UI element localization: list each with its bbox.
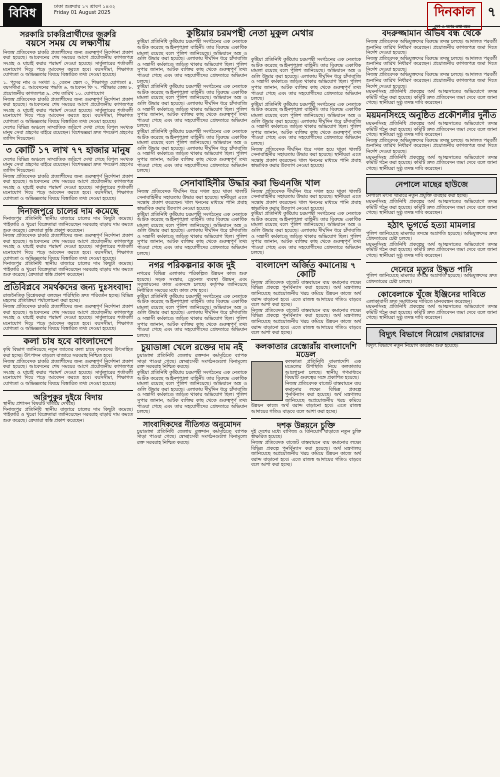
article-text: দেশের বিভিন্ন অঞ্চলে সাম্প্রতিক জরিপে দেখা গেছে বিপুল সংখ্যক মানুষ সেবা গ্রহণের বাইরে রয়েছেন। বিশেষজ্ঞরা দ্রুত পদক্ষেপ গ্রহণের তাগিদ দিয়েছেন।	[3, 125, 133, 142]
article-text: কুষ্টিয়া প্রতিনিধি কুষ্টিয়ায় চরমপন্থী সংগঠনের এক নেতাকে আটক করেছে আইনশৃঙ্খলা বাহিনী। তার বিরুদ্ধে একাধিক মামলা রয়েছে বলে পুলিশ জানিয়েছে। অভিযানে অস্ত্র ও গুলি উদ্ধার করা হয়েছে। এলাকায় দীর্ঘদিন ধরে চাঁদাবাজি ও সন্ত্রাসী কর্মকাণ্ডে জড়িত থাকার অভিযোগ ছিল। পুলিশ সুপার জানান, আটক ব্যক্তির কাছ থেকে গুরুত্বপূর্ণ তথ্য পাওয়া গেছে এবং তার সহযোগীদের গ্রেফতারে অভিযান চলছে।	[251, 212, 361, 257]
article-text: নিজস্ব প্রতিবেদক অভিযুক্তদের বিরুদ্ধে তদন্ত চলছে। আদালত পরবর্তী শুনানির তারিখ নির্ধারণ করেছেন। প্রয়োজনীয় কাগজপত্র জমা দিতে নির্দেশ দেওয়া হয়েছে।	[366, 39, 497, 57]
headline: সেনাবাহিনীর উদ্ধার করা ভিএনজি খাল	[179, 178, 321, 189]
article-text: কুষ্টিয়া প্রতিনিধি কুষ্টিয়ায় চরমপন্থী সংগঠনের এক নেতাকে আটক করেছে আইনশৃঙ্খলা বাহিনী। তার বিরুদ্ধে একাধিক মামলা রয়েছে বলে পুলিশ জানিয়েছে। অভিযানে অস্ত্র ও গুলি উদ্ধার করা হয়েছে। এলাকায় দীর্ঘদিন ধরে চাঁদাবাজি ও সন্ত্রাসী কর্মকাণ্ডে জড়িত থাকার অভিযোগ ছিল। পুলিশ সুপার জানান, আটক ব্যক্তির কাছ থেকে গুরুত্বপূর্ণ তথ্য পাওয়া গেছে এবং তার সহযোগীদের গ্রেফতারে অভিযান চলছে।	[137, 371, 247, 416]
headline: সাংবাদিকদের নীতিগত অনুমোদন	[142, 419, 242, 429]
article-text: কুষ্টিয়া প্রতিনিধি কুষ্টিয়ায় চরমপন্থী সংগঠনের এক নেতাকে আটক করেছে আইনশৃঙ্খলা বাহিনী। তার বিরুদ্ধে একাধিক মামলা রয়েছে বলে পুলিশ জানিয়েছে। অভিযানে অস্ত্র ও গুলি উদ্ধার করা হয়েছে। এলাকায় দীর্ঘদিন ধরে চাঁদাবাজি ও সন্ত্রাসী কর্মকাণ্ডে জড়িত থাকার অভিযোগ ছিল। পুলিশ সুপার জানান, আটক ব্যক্তির কাছ থেকে গুরুত্বপূর্ণ তথ্য পাওয়া গেছে এবং তার সহযোগীদের গ্রেফতারে অভিযান চলছে।	[137, 212, 247, 257]
article-text: বিদ্যুৎ বিভাগে নতুন নিয়োগ কার্যক্রম শুরু হয়েছে।	[366, 343, 459, 349]
article-text: কুষ্টিয়া প্রতিনিধি কুষ্টিয়ায় চরমপন্থী সংগঠনের এক নেতাকে আটক করেছে আইনশৃঙ্খলা বাহিনী। তার বিরুদ্ধে একাধিক মামলা রয়েছে বলে পুলিশ জানিয়েছে। অভিযানে অস্ত্র ও গুলি উদ্ধার করা হয়েছে। এলাকায় দীর্ঘদিন ধরে চাঁদাবাজি ও সন্ত্রাসী কর্মকাণ্ডে জড়িত থাকার অভিযোগ ছিল। পুলিশ সুপার জানান, আটক ব্যক্তির কাছ থেকে গুরুত্বপূর্ণ তথ্য পাওয়া গেছে এবং তার সহযোগীদের গ্রেফতারে অভিযান চলছে।	[251, 102, 361, 147]
article-text: কুষ্টিয়া প্রতিনিধি কুষ্টিয়ায় চরমপন্থী সংগঠনের এক নেতাকে আটক করেছে আইনশৃঙ্খলা বাহিনী। তার বিরুদ্ধে একাধিক মামলা রয়েছে বলে পুলিশ জানিয়েছে। অভিযানে অস্ত্র ও গুলি উদ্ধার করা হয়েছে। এলাকায় দীর্ঘদিন ধরে চাঁদাবাজি ও সন্ত্রাসী কর্মকাণ্ডে জড়িত থাকার অভিযোগ ছিল। পুলিশ সুপার জানান, আটক ব্যক্তির কাছ থেকে গুরুত্বপূর্ণ তথ্য পাওয়া গেছে এবং তার সহযোগীদের গ্রেফতারে অভিযান চলছে।	[137, 129, 247, 175]
article-text: নিজস্ব প্রতিবেদক চাকরি প্রত্যাশীদের জন্য গুরুত্বপূর্ণ নির্দেশনা প্রকাশ করা হয়েছে। আবেদনের শেষ সময়ের আগে প্রয়োজনীয় কাগজপত্র সংগ্রহ ও যাচাই করার পরামর্শ দেওয়া হয়েছে। সার্কুলারের শর্তাবলী মনোযোগ দিয়ে পড়ে আবেদন করতে হবে। বয়সসীমা, শিক্ষাগত যোগ্যতা ও অভিজ্ঞতার বিষয়ে বিস্তারিত তথ্য দেওয়া হয়েছে।	[3, 174, 133, 202]
article-text: নিজস্ব প্রতিবেদক অভিযুক্তদের বিরুদ্ধে তদন্ত চলছে। আদালত পরবর্তী শুনানির তারিখ নির্ধারণ করেছেন। প্রয়োজনীয় কাগজপত্র জমা দিতে নির্দেশ দেওয়া হয়েছে।	[366, 73, 497, 90]
article-text: নিজস্ব প্রতিবেদক দীর্ঘদিন ধরে দখল হয়ে থাকা খালটি সেনাবাহিনীর সহায়তায় উদ্ধার করা হয়েছে। স্থানীয়রা এতে সন্তোষ প্রকাশ করেছেন। খাল খননের মাধ্যমে পানি প্রবাহ স্বাভাবিক করার উদ্যোগ নেওয়া হয়েছে।	[251, 147, 361, 170]
headline: হঠাৎ ভূগর্ভে হত্যা মামলার	[387, 220, 476, 231]
headline: বাংলাদেশ অর্জিত কমানোয় ৭ কোটি	[256, 261, 356, 280]
article-text: চুয়াডাঙ্গা প্রতিনিধি জেলায় রক্তদান কর্মসূচিতে ব্যাপক সাড়া পাওয়া গেছে। স্বেচ্ছাসেবী সংগঠনগুলো বিনামূল্যে রক্ত সরবরাহ নিশ্চিত করছে।	[137, 354, 247, 371]
article-text: ময়মনসিংহ প্রতিনিধি প্রকল্পের অর্থ আত্মসাতের অভিযোগে তদন্ত কমিটি গঠন করা হয়েছে। কমিটি দ্রুত প্রতিবেদন জমা দেবে বলে জানা গেছে। স্থানীয়রা সুষ্ঠু তদন্ত দাবি করেছেন।	[366, 121, 497, 139]
article-text: কুষ্টিয়া প্রতিনিধি কুষ্টিয়ায় চরমপন্থী সংগঠনের এক নেতাকে আটক করেছে আইনশৃঙ্খলা বাহিনী। তার বিরুদ্ধে একাধিক মামলা রয়েছে বলে পুলিশ জানিয়েছে। অভিযানে অস্ত্র ও গুলি উদ্ধার করা হয়েছে। এলাকায় দীর্ঘদিন ধরে চাঁদাবাজি ও সন্ত্রাসী কর্মকাণ্ডে জড়িত থাকার অভিযোগ ছিল। পুলিশ সুপার জানান, আটক ব্যক্তির কাছ থেকে গুরুত্বপূর্ণ তথ্য পাওয়া গেছে এবং তার সহযোগীদের গ্রেফতারে অভিযান চলছে।	[137, 294, 247, 339]
article-text: নিজস্ব প্রতিবেদক চাকরি প্রত্যাশীদের জন্য গুরুত্বপূর্ণ নির্দেশনা প্রকাশ করা হয়েছে। আবেদনের শেষ সময়ের আগে প্রয়োজনীয় কাগজপত্র সংগ্রহ ও যাচাই করার পরামর্শ দেওয়া হয়েছে। সার্কুলারের শর্তাবলী মনোযোগ দিয়ে পড়ে আবেদন করতে হবে। বয়সসীমা, শিক্ষাগত যোগ্যতা ও অভিজ্ঞতার বিষয়ে বিস্তারিত তথ্য দেওয়া হয়েছে।	[3, 50, 133, 79]
article-text: নিজস্ব প্রতিবেদক বাজেট বাস্তবায়নে ব্যয় কমানোর লক্ষ্যে বিভিন্ন প্রকল্পে পুনর্বিন্যাস করা হয়েছে। অর্থ মন্ত্রণালয় জানিয়েছে অপ্রয়োজনীয় খরচ কমিয়ে উন্নয়ন কাজে অর্থ বরাদ্দ বাড়ানো হবে। এতে রাজস্ব আদায়ের গতিও বাড়বে বলে আশা করা হচ্ছে।	[251, 280, 361, 309]
article-text: কুষ্টিয়া প্রতিনিধি কুষ্টিয়ায় চরমপন্থী সংগঠনের এক নেতাকে আটক করেছে আইনশৃঙ্খলা বাহিনী। তার বিরুদ্ধে একাধিক মামলা রয়েছে বলে পুলিশ জানিয়েছে। অভিযানে অস্ত্র ও গুলি উদ্ধার করা হয়েছে। এলাকায় দীর্ঘদিন ধরে চাঁদাবাজি ও সন্ত্রাসী কর্মকাণ্ডে জড়িত থাকার অভিযোগ ছিল। পুলিশ সুপার জানান, আটক ব্যক্তির কাছ থেকে গুরুত্বপূর্ণ তথ্য পাওয়া গেছে এবং তার সহযোগীদের গ্রেফতারে অভিযান চলছে।	[137, 40, 247, 85]
article-text: দুই দেশের মধ্যে বাণিজ্য ও বিনিয়োগ বাড়াতে নতুন চুক্তি স্বাক্ষরিত হয়েছে।	[251, 429, 361, 441]
article-text: নিজস্ব প্রতিবেদক বাজেট বাস্তবায়নে ব্যয় কমানোর লক্ষ্যে বিভিন্ন প্রকল্পে পুনর্বিন্যাস করা হয়েছে। অর্থ মন্ত্রণালয় জানিয়েছে অপ্রয়োজনীয় খরচ কমিয়ে উন্নয়ন কাজে অর্থ বরাদ্দ বাড়ানো হবে। এতে রাজস্ব আদায়ের গতিও বাড়বে বলে আশা করা হচ্ছে।	[251, 441, 361, 469]
page-number: ৭	[487, 5, 496, 20]
article-text: পুলিশ জানিয়েছে মামলার তদন্তে অগ্রগতি হয়েছে। অভিযুক্তদের দ্রুত গ্রেফতারের চেষ্টা চলছে।	[366, 273, 497, 285]
article-text: নিজস্ব প্রতিবেদক অভিযুক্তদের বিরুদ্ধে তদন্ত চলছে। আদালত পরবর্তী শুনানির তারিখ নির্ধারণ করেছেন। প্রয়োজনীয় কাগজপত্র জমা দিতে নির্দেশ দেওয়া হয়েছে।	[366, 56, 497, 73]
headline: নেপালে মাছের হাউজে	[366, 177, 497, 194]
article-text: ময়মনসিংহ প্রতিনিধি প্রকল্পের অর্থ আত্মসাতের অভিযোগে তদন্ত কমিটি গঠন করা হয়েছে। কমিটি দ্রুত প্রতিবেদন জমা দেবে বলে জানা গেছে। স্থানীয়রা সুষ্ঠু তদন্ত দাবি করেছেন।	[366, 242, 497, 259]
article-text: নিজস্ব প্রতিবেদক চাকরি প্রত্যাশীদের জন্য গুরুত্বপূর্ণ নির্দেশনা প্রকাশ করা হয়েছে। আবেদনের শেষ সময়ের আগে প্রয়োজনীয় কাগজপত্র সংগ্রহ ও যাচাই করার পরামর্শ দেওয়া হয়েছে। সার্কুলারের শর্তাবলী মনোযোগ দিয়ে পড়ে আবেদন করতে হবে। বয়সসীমা, শিক্ষাগত যোগ্যতা ও অভিজ্ঞতার বিষয়ে বিস্তারিত তথ্য দেওয়া হয়েছে।	[3, 305, 133, 333]
headline: অরিপুকুর দুইয়ে বিদায়	[33, 391, 103, 402]
headline: নগর পরিকল্পনার কাজ দুই	[148, 261, 236, 272]
article-text: ময়মনসিংহ প্রতিনিধি প্রকল্পের অর্থ আত্মসাতের অভিযোগে তদন্ত কমিটি গঠন করা হয়েছে। কমিটি দ্রুত প্রতিবেদন জমা দেবে বলে জানা গেছে। স্থানীয়রা সুষ্ঠু তদন্ত দাবি করেছেন।	[366, 155, 497, 172]
article-list: ১. পদের নাম ও সংখ্যা ২. বেতন স্কেল ৩. শিক্ষাগত যোগ্যতা ৪. বয়সসীমা ৫. আবেদনের পদ্ধতি ৬. আবেদন ফি ৭. পরীক্ষার কেন্দ্র ৮. প্রয়োজনীয় কাগজপত্র ৯. শেষ তারিখ ১০. যোগাযোগ	[3, 80, 133, 97]
date-bangla: ঢাকা শুক্রবার ১৭ শ্রাবণ ১৪৩২	[54, 4, 116, 10]
headline: প্রতিবিপ্লবে সমর্থকদের জন্য দুঃসংবাদ!	[3, 282, 133, 293]
article-text: ময়মনসিংহ প্রতিনিধি প্রকল্পের অর্থ আত্মসাতের অভিযোগে তদন্ত কমিটি গঠন করা হয়েছে। কমিটি দ্রুত প্রতিবেদন জমা দেবে বলে জানা গেছে। স্থানীয়রা সুষ্ঠু তদন্ত দাবি করেছেন।	[366, 90, 497, 107]
brand-name: দিনকাল	[434, 5, 475, 20]
section-tag: বিবিধ	[3, 3, 42, 27]
article-text: রাজনৈতিক বিশ্লেষকরা বলছেন পরিস্থিতি দ্রুত পরিবর্তন হচ্ছে। বিভিন্ন মহলের প্রতিক্রিয়া পর্যালোচনা করা হচ্ছে।	[3, 293, 133, 305]
headline: ময়মনসিংহে অনুষ্ঠিত প্রকৌশলীর দুর্নীত	[366, 111, 497, 122]
article-text: নেপালে মৎস্য খামারে নতুন প্রযুক্তি ব্যবহার করা হচ্ছে।	[366, 194, 468, 200]
article-text: নিজস্ব প্রতিবেদক চাকরি প্রত্যাশীদের জন্য গুরুত্বপূর্ণ নির্দেশনা প্রকাশ করা হয়েছে। আবেদনের শেষ সময়ের আগে প্রয়োজনীয় কাগজপত্র সংগ্রহ ও যাচাই করার পরামর্শ দেওয়া হয়েছে। সার্কুলারের শর্তাবলী মনোযোগ দিয়ে পড়ে আবেদন করতে হবে। বয়সসীমা, শিক্ষাগত যোগ্যতা ও অভিজ্ঞতার বিষয়ে বিস্তারিত তথ্য দেওয়া হয়েছে।	[3, 234, 133, 262]
headline: বদরুজ্জামান অভিষ বন্ধ থেকে	[382, 29, 481, 39]
headline: কলা চাষ হবে বাংলাদেশে	[23, 337, 113, 348]
headline: দেনেরে মৃত্যুর উদ্ধৃত পানি	[390, 263, 473, 274]
headline: কোবেলাকে খুঁজে ইঞ্জিনের দাবিতে	[377, 289, 486, 300]
article-text: নিজস্ব প্রতিবেদক চাকরি প্রত্যাশীদের জন্য গুরুত্বপূর্ণ নির্দেশনা প্রকাশ করা হয়েছে। আবেদনের শেষ সময়ের আগে প্রয়োজনীয় কাগজপত্র সংগ্রহ ও যাচাই করার পরামর্শ দেওয়া হয়েছে। সার্কুলারের শর্তাবলী মনোযোগ দিয়ে পড়ে আবেদন করতে হবে। বয়সসীমা, শিক্ষাগত যোগ্যতা ও অভিজ্ঞতার বিষয়ে বিস্তারিত তথ্য দেওয়া হয়েছে।	[3, 97, 133, 125]
article-text: কৃষি বিভাগ জানিয়েছে নতুন জাতের কলা চাষে কৃষকদের উৎসাহিত করা হচ্ছে। উৎপাদন বাড়লে বাজারে সরবরাহ নিশ্চিত হবে।	[3, 348, 133, 360]
headline: বিদ্যুৎ বিভাগে নিয়োগ দেয়ারাদের	[366, 327, 497, 344]
article-text: নিজস্ব প্রতিবেদক অভিযুক্তদের বিরুদ্ধে তদন্ত চলছে। আদালত পরবর্তী শুনানির তারিখ নির্ধারণ করেছেন। প্রয়োজনীয় কাগজপত্র জমা দিতে নির্দেশ দেওয়া হয়েছে।	[366, 138, 497, 155]
column-center-right	[251, 58, 361, 773]
article-text: এলাকাবাসী দ্রুত সমাধানের দাবিতে মানববন্ধন করেছেন।	[366, 299, 472, 305]
headline: সরকারি চাকরিপ্রার্থীদের জরুরি	[19, 29, 117, 39]
article-text: কলকাতা প্রতিনিধি বাংলাদেশি এক মডেলের উপস্থিতি নিয়ে কলকাতায় আলোচনা চলছে। স্থানীয় গণমাধ্যমে বিষয়টি গুরুত্বের সঙ্গে প্রকাশিত হয়েছে।	[285, 359, 361, 382]
article-text: নিজস্ব প্রতিবেদক দীর্ঘদিন ধরে দখল হয়ে থাকা খালটি সেনাবাহিনীর সহায়তায় উদ্ধার করা হয়েছে। স্থানীয়রা এতে সন্তোষ প্রকাশ করেছেন। খাল খননের মাধ্যমে পানি প্রবাহ স্বাভাবিক করার উদ্যোগ নেওয়া হয়েছে।	[251, 189, 361, 212]
article-text: নিজস্ব প্রতিবেদক বাজেট বাস্তবায়নে ব্যয় কমানোর লক্ষ্যে বিভিন্ন প্রকল্পে পুনর্বিন্যাস করা হয়েছে। অর্থ মন্ত্রণালয় জানিয়েছে অপ্রয়োজনীয় খরচ কমিয়ে উন্নয়ন কাজে অর্থ বরাদ্দ বাড়ানো হবে। এতে রাজস্ব আদায়ের গতিও বাড়বে বলে আশা করা হচ্ছে।	[251, 308, 361, 337]
article-text: নিজস্ব প্রতিবেদক চাকরি প্রত্যাশীদের জন্য গুরুত্বপূর্ণ নির্দেশনা প্রকাশ করা হয়েছে। আবেদনের শেষ সময়ের আগে প্রয়োজনীয় কাগজপত্র সংগ্রহ ও যাচাই করার পরামর্শ দেওয়া হয়েছে। সার্কুলারের শর্তাবলী মনোযোগ দিয়ে পড়ে আবেদন করতে হবে। বয়সসীমা, শিক্ষাগত যোগ্যতা ও অভিজ্ঞতার বিষয়ে বিস্তারিত তথ্য দেওয়া হয়েছে।	[3, 359, 133, 388]
article-text: ময়মনসিংহ প্রতিনিধি প্রকল্পের অর্থ আত্মসাতের অভিযোগে তদন্ত কমিটি গঠন করা হয়েছে। কমিটি দ্রুত প্রতিবেদন জমা দেবে বলে জানা গেছে। স্থানীয়রা সুষ্ঠু তদন্ত দাবি করেছেন।	[366, 305, 497, 322]
article-text: দেশের বিভিন্ন অঞ্চলে সাম্প্রতিক জরিপে দেখা গেছে বিপুল সংখ্যক মানুষ সেবা গ্রহণের বাইরে রয়েছেন। বিশেষজ্ঞরা দ্রুত পদক্ষেপ গ্রহণের তাগিদ দিয়েছেন।	[3, 157, 133, 174]
article-text: নিজস্ব প্রতিবেদক বাজেট বাস্তবায়নে ব্যয় কমানোর লক্ষ্যে বিভিন্ন প্রকল্পে পুনর্বিন্যাস করা হয়েছে। অর্থ মন্ত্রণালয় জানিয়েছে অপ্রয়োজনীয় খরচ কমিয়ে উন্নয়ন কাজে অর্থ বরাদ্দ বাড়ানো হবে। এতে রাজস্ব আদায়ের গতিও বাড়বে বলে আশা করা হচ্ছে।	[251, 381, 361, 415]
news-photo	[251, 361, 283, 401]
column-left	[3, 28, 133, 773]
article-text: দিনাজপুর প্রতিনিধি স্থানীয় বাজারে চালের দাম কিছুটা কমেছে। পাইকারি ও খুচরা বিক্রেতারা জানিয়েছেন সরবরাহ বাড়ায় দাম কমতে শুরু করেছে। ক্রেতারা স্বস্তি প্রকাশ করেছেন।	[3, 262, 133, 279]
masthead	[0, 0, 500, 27]
headline: ৩ কোটি ১৭ লাখ ৭৭ হাজার মানুষ	[5, 146, 131, 157]
headline: কলকাতার রেস্তোরাঁয় বাংলাদেশি মডেল	[255, 340, 357, 360]
brand-logo	[427, 2, 482, 30]
article-text: নগরের বিভিন্ন এলাকায় পরিকল্পিত উন্নয়ন কাজ শুরু হয়েছে। সড়ক সংস্কার, ড্রেনেজ ব্যবস্থা উন্নয়ন এবং সবুজায়নের কাজ একসঙ্গে চলছে। কর্তৃপক্ষ জানিয়েছে নির্ধারিত সময়ের মধ্যে কাজ শেষ হবে।	[137, 272, 247, 294]
headline: চুয়াডাঙ্গা খেলে রক্তের দাম নই	[141, 343, 243, 354]
article-text: দিনাজপুর প্রতিনিধি স্থানীয় বাজারে চালের দাম কিছুটা কমেছে। পাইকারি ও খুচরা বিক্রেতারা জানিয়েছেন সরবরাহ বাড়ায় দাম কমতে শুরু করেছে। ক্রেতারা স্বস্তি প্রকাশ করেছেন।	[3, 407, 133, 424]
headline: দশক উন্নয়নে চুক্তি	[277, 419, 335, 430]
date-english: Friday 01 August 2025	[54, 10, 111, 16]
headline: বয়সে সময় যে লক্ষ্যণীয়	[25, 39, 111, 50]
article-text: চুয়াডাঙ্গা প্রতিনিধি জেলায় রক্তদান কর্মসূচিতে ব্যাপক সাড়া পাওয়া গেছে। স্বেচ্ছাসেবী সংগঠনগুলো বিনামূল্যে রক্ত সরবরাহ নিশ্চিত করছে।	[137, 429, 247, 446]
article-text: কুষ্টিয়া প্রতিনিধি কুষ্টিয়ায় চরমপন্থী সংগঠনের এক নেতাকে আটক করেছে আইনশৃঙ্খলা বাহিনী। তার বিরুদ্ধে একাধিক মামলা রয়েছে বলে পুলিশ জানিয়েছে। অভিযানে অস্ত্র ও গুলি উদ্ধার করা হয়েছে। এলাকায় দীর্ঘদিন ধরে চাঁদাবাজি ও সন্ত্রাসী কর্মকাণ্ডে জড়িত থাকার অভিযোগ ছিল। পুলিশ সুপার জানান, আটক ব্যক্তির কাছ থেকে গুরুত্বপূর্ণ তথ্য পাওয়া গেছে এবং তার সহযোগীদের গ্রেফতারে অভিযান চলছে।	[137, 85, 247, 130]
headline: দিনাজপুরে চালের দাম কমেছে	[17, 206, 119, 217]
column-right	[366, 28, 497, 773]
article-text: পুলিশ জানিয়েছে মামলার তদন্তে অগ্রগতি হয়েছে। অভিযুক্তদের দ্রুত গ্রেফতারের চেষ্টা চলছে।	[366, 231, 497, 243]
brand-tagline: দেশ ও দশের কথা বলে	[434, 24, 471, 29]
article-text: নিজস্ব প্রতিবেদক দীর্ঘদিন ধরে দখল হয়ে থাকা খালটি সেনাবাহিনীর সহায়তায় উদ্ধার করা হয়েছে। স্থানীয়রা এতে সন্তোষ প্রকাশ করেছেন। খাল খননের মাধ্যমে পানি প্রবাহ স্বাভাবিক করার উদ্যোগ নেওয়া হয়েছে।	[137, 190, 247, 212]
article-text: দিনাজপুর প্রতিনিধি স্থানীয় বাজারে চালের দাম কিছুটা কমেছে। পাইকারি ও খুচরা বিক্রেতারা জানিয়েছেন সরবরাহ বাড়ায় দাম কমতে শুরু করেছে। ক্রেতারা স্বস্তি প্রকাশ করেছেন।	[3, 217, 133, 234]
lead-headline: কুষ্টিয়ার চরমপন্থী নেতা মুকুল মেথার	[186, 29, 314, 39]
article-text: কুষ্টিয়া প্রতিনিধি কুষ্টিয়ায় চরমপন্থী সংগঠনের এক নেতাকে আটক করেছে আইনশৃঙ্খলা বাহিনী। তার বিরুদ্ধে একাধিক মামলা রয়েছে বলে পুলিশ জানিয়েছে। অভিযানে অস্ত্র ও গুলি উদ্ধার করা হয়েছে। এলাকায় দীর্ঘদিন ধরে চাঁদাবাজি ও সন্ত্রাসী কর্মকাণ্ডে জড়িত থাকার অভিযোগ ছিল। পুলিশ সুপার জানান, আটক ব্যক্তির কাছ থেকে গুরুত্বপূর্ণ তথ্য পাওয়া গেছে এবং তার সহযোগীদের গ্রেফতারে অভিযান চলছে।	[251, 58, 361, 103]
dateline	[54, 4, 115, 16]
article-text: স্থানীয় প্রশাসন বিষয়টি খতিয়ে দেখছে।	[3, 402, 76, 408]
article-text: ময়মনসিংহ প্রতিনিধি প্রকল্পের অর্থ আত্মসাতের অভিযোগে তদন্ত কমিটি গঠন করা হয়েছে। কমিটি দ্রুত প্রতিবেদন জমা দেবে বলে জানা গেছে। স্থানীয়রা সুষ্ঠু তদন্ত দাবি করেছেন।	[366, 199, 497, 217]
